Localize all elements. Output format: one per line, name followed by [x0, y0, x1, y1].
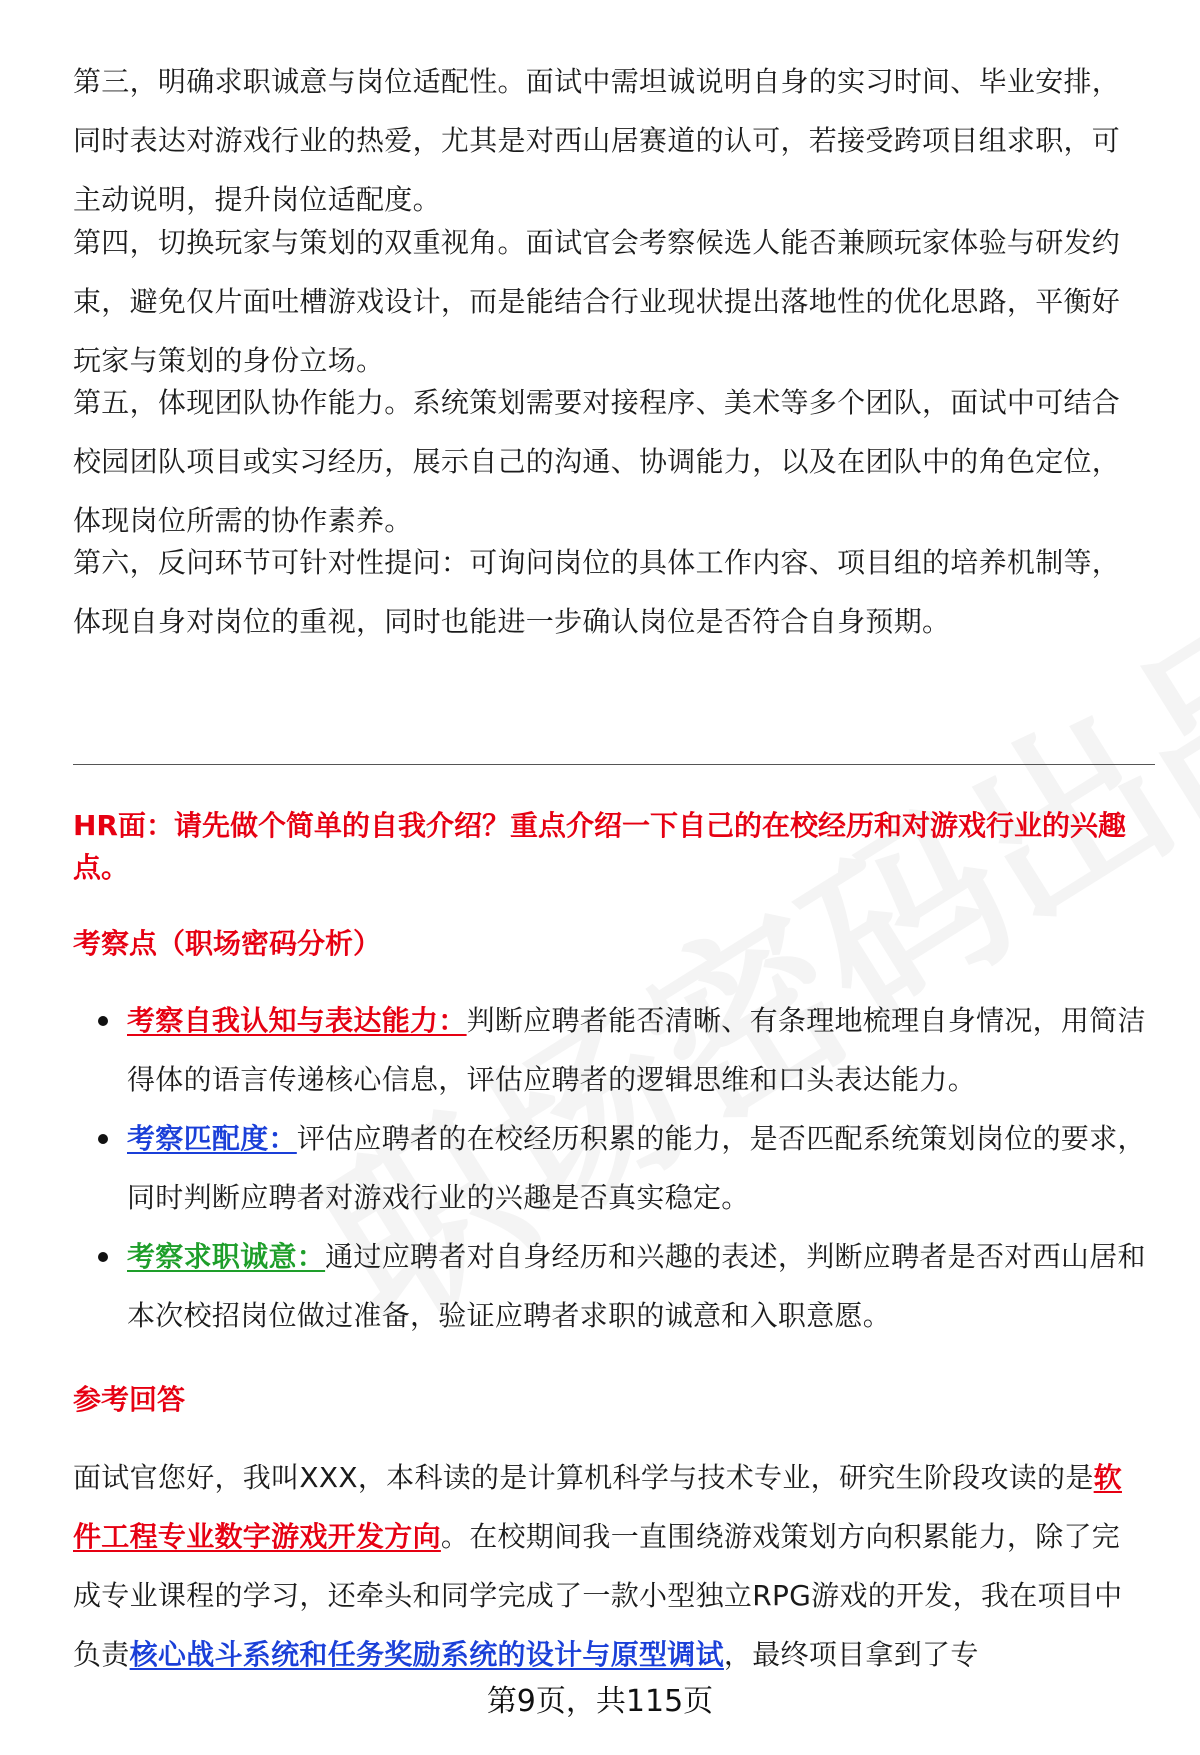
- bullet-dot-icon: [98, 1134, 108, 1144]
- page-footer: 第9页，共115页: [486, 1684, 714, 1719]
- answer-highlight-role: 核心战斗系统和任务奖励系统的设计与原型调试: [129, 1638, 724, 1671]
- analysis-item-expression: [73, 991, 1153, 1109]
- answer-highlight-major: 软件工程专业数字游戏开发方向: [73, 1461, 1122, 1553]
- answer-text-1: 面试官您好，我叫XXX，本科读的是计算机科学与技术专业，研究生阶段攻读的是: [73, 1461, 1094, 1494]
- paragraph-third: 第三，明确求职诚意与岗位适配性。面试中需坦诚说明自身的实习时间、毕业安排，同时表达对游戏行业的热爱，尤其是对西山居赛道的认可，若接受跨项目组求职，可主动说明，提升岗位适配度。: [73, 65, 1121, 216]
- analysis-item-match: [73, 1109, 1153, 1227]
- analysis-item-label: 考察自我认知与表达能力：: [127, 1004, 467, 1037]
- bullet-dot-icon: [98, 1252, 108, 1262]
- answer-heading: 参考回答: [73, 1383, 186, 1416]
- paragraph-fifth: 第五，体现团队协作能力。系统策划需要对接程序、美术等多个团队，面试中可结合校园团队项目或实习经历，展示自己的沟通、协调能力，以及在团队中的角色定位，体现岗位所需的协作素养。: [73, 386, 1121, 537]
- bullet-dot-icon: [98, 1016, 108, 1026]
- analysis-item-text: 通过应聘者对自身经历和兴趣的表述，判断应聘者是否对西山居和本次校招岗位做过准备，验证应聘者求职的诚意和入职意愿。: [127, 1240, 1146, 1332]
- paragraph-sixth: 第六，反问环节可针对性提问：可询问岗位的具体工作内容、项目组的培养机制等，体现自身对岗位的重视，同时也能进一步确认岗位是否符合自身预期。: [73, 546, 1121, 638]
- analysis-item-sincerity: [73, 1227, 1153, 1345]
- paragraph-fourth: 第四，切换玩家与策划的双重视角。面试官会考察候选人能否兼顾玩家体验与研发约束，避免仅片面吐槽游戏设计，而是能结合行业现状提出落地性的优化思路，平衡好玩家与策划的身份立场。: [73, 226, 1121, 377]
- analysis-item-text: 评估应聘者的在校经历积累的能力，是否匹配系统策划岗位的要求，同时判断应聘者对游戏行业的兴趣是否真实稳定。: [127, 1122, 1146, 1214]
- section-divider: [73, 764, 1155, 765]
- question-title: HR面：请先做个简单的自我介绍？重点介绍一下自己的在校经历和对游戏行业的兴趣点。: [73, 809, 1126, 884]
- analysis-heading: 考察点（职场密码分析）: [73, 927, 382, 960]
- analysis-list: [73, 991, 1153, 1345]
- answer-text-2: 。在校期间我一直围绕游戏策划方向积累能力，除了完成专业课程的学习，还牵头和同学完成了一款小型独立RPG游戏的开发，我在项目中负责: [73, 1520, 1123, 1671]
- analysis-item-text: 判断应聘者能否清晰、有条理地梳理自身情况，用简洁得体的语言传递核心信息，评估应聘者的逻辑思维和口头表达能力。: [127, 1004, 1146, 1096]
- analysis-item-label: 考察匹配度：: [127, 1122, 297, 1155]
- analysis-item-label: 考察求职诚意：: [127, 1240, 326, 1273]
- answer-paragraph: [73, 1448, 1143, 1684]
- answer-text-3: ，最终项目拿到了专: [723, 1638, 979, 1671]
